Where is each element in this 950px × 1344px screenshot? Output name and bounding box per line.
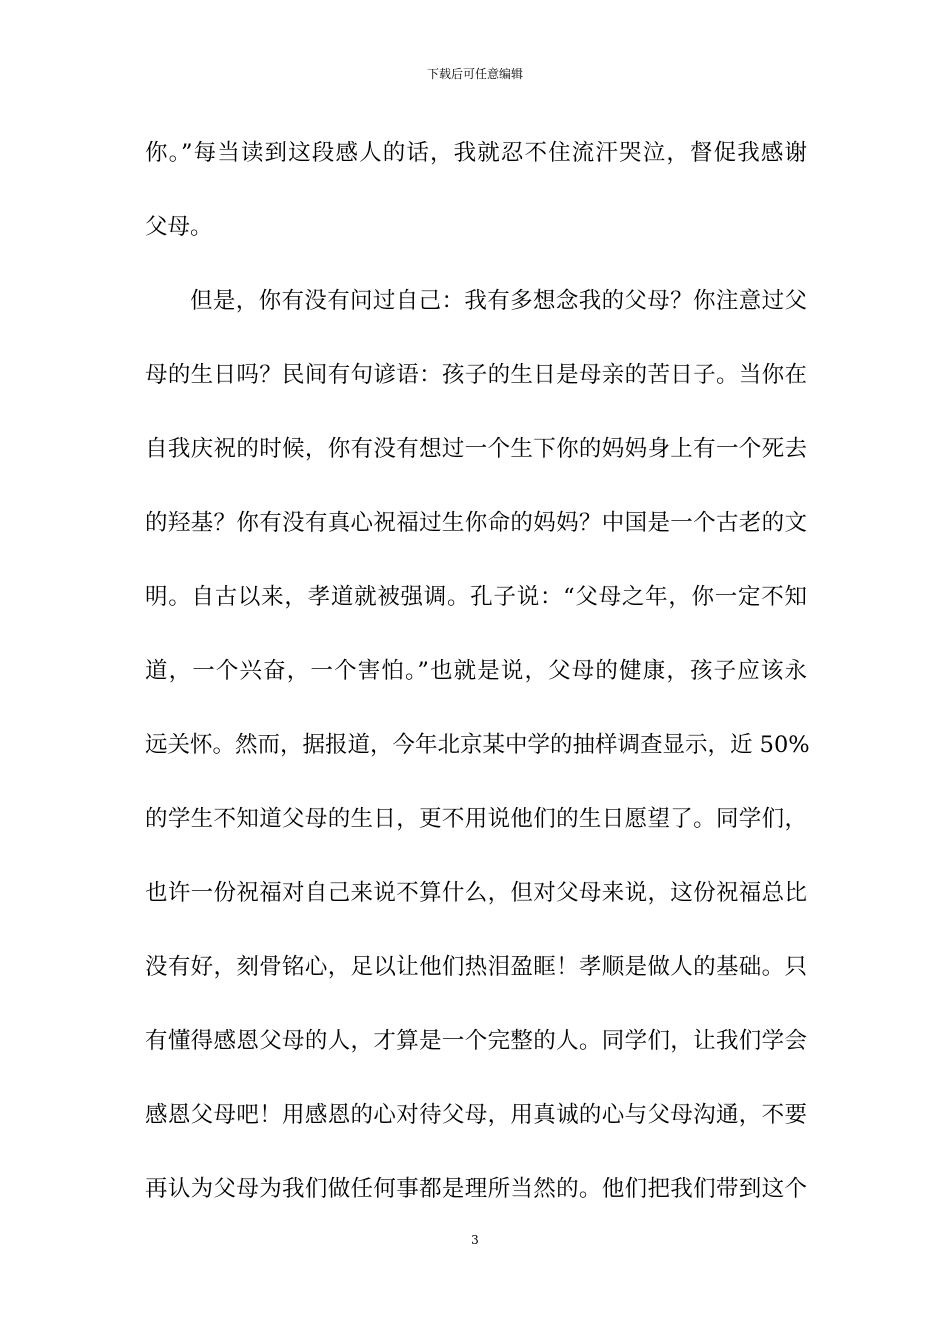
- page-number: 3: [471, 1233, 479, 1247]
- text-line: 感恩父母吧！用感恩的心对待父母，用真诚的心与父母沟通，不要: [145, 1102, 807, 1128]
- text-line: 但是，你有没有问过自己：我有多想念我的父母？你注意过父: [190, 288, 807, 314]
- text-line: 的学生不知道父母的生日，更不用说他们的生日愿望了。同学们，: [145, 806, 807, 832]
- text-line: 明。自古以来，孝道就被强调。孔子说：“父母之年，你一定不知: [145, 584, 807, 610]
- text-line: 也许一份祝福对自己来说不算什么，但对父母来说，这份祝福总比: [145, 880, 807, 906]
- text-line: 道，一个兴奋，一个害怕。”也就是说，父母的健康，孩子应该永: [145, 658, 807, 684]
- document-body: [145, 128, 810, 1238]
- text-line: 有懂得感恩父母的人，才算是一个完整的人。同学们，让我们学会: [145, 1028, 807, 1054]
- text-line: 你。”每当读到这段感人的话，我就忍不住流汗哭泣，督促我感谢: [145, 140, 807, 166]
- text-line: 没有好，刻骨铭心，足以让他们热泪盈眶！孝顺是做人的基础。只: [145, 954, 807, 980]
- text-line: 父母。: [145, 214, 213, 240]
- text-line: 自我庆祝的时候，你有没有想过一个生下你的妈妈身上有一个死去: [145, 436, 807, 462]
- page-header: 下载后可任意编辑: [426, 67, 523, 81]
- text-line: 远关怀。然而，据报道，今年北京某中学的抽样调查显示，近 50%: [145, 732, 810, 758]
- text-line: 再认为父母为我们做任何事都是理所当然的。他们把我们带到这个: [145, 1176, 807, 1202]
- text-line: 母的生日吗？民间有句谚语：孩子的生日是母亲的苦日子。当你在: [145, 362, 807, 388]
- text-line: 的羟基？你有没有真心祝福过生你命的妈妈？中国是一个古老的文: [145, 510, 807, 536]
